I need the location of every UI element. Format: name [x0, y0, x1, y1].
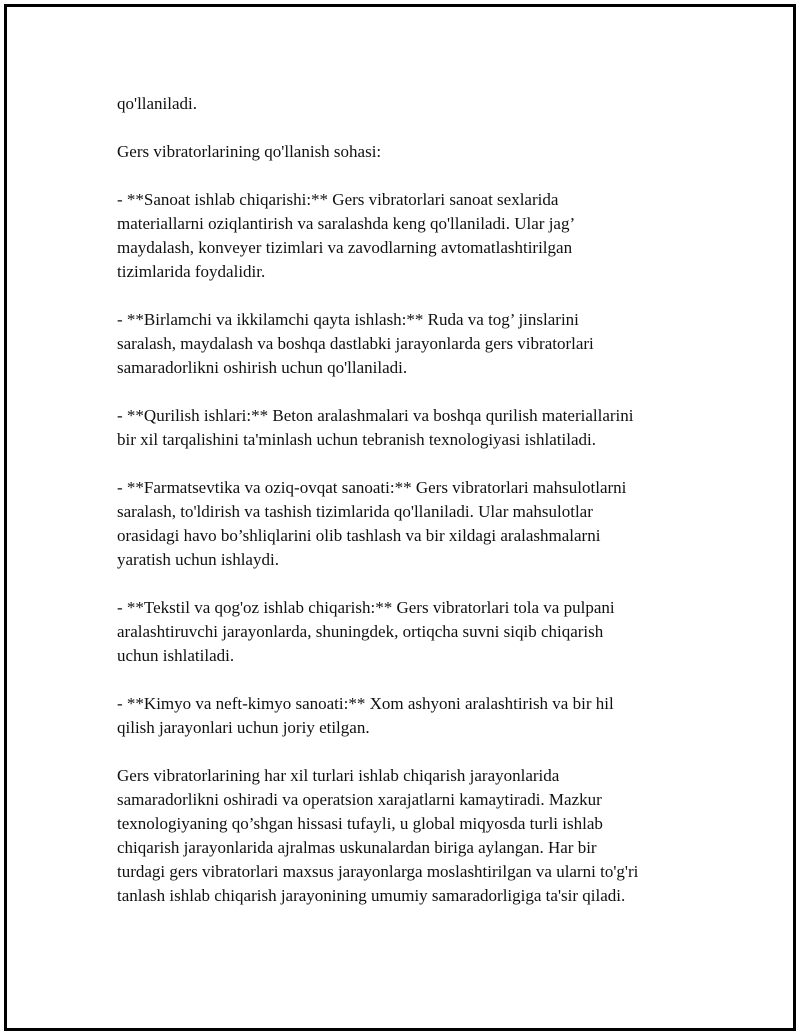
text-line: uchun ishlatiladi.	[117, 646, 235, 665]
list-item-textile-paper	[117, 596, 702, 668]
text-line: yaratish uchun ishlaydi.	[117, 550, 279, 569]
text-line: materiallarni oziqlantirish va saralashda keng qo'llaniladi. Ular jag’	[117, 214, 576, 233]
text-line: tizimlarida foydalidir.	[117, 262, 266, 281]
list-item-industrial	[117, 188, 702, 284]
text-line: - **Farmatsevtika va oziq-ovqat sanoati:** Gers vibratorlari mahsulotlarni	[117, 478, 627, 497]
text-line: bir xil tarqalishini ta'minlash uchun tebranish texnologiyasi ishlatiladi.	[117, 430, 596, 449]
paragraph-intro-tail	[117, 92, 702, 116]
paragraph-conclusion	[117, 764, 702, 908]
text-line: samaradorlikni oshirish uchun qo'llaniladi.	[117, 358, 408, 377]
text-line: - **Birlamchi va ikkilamchi qayta ishlash:** Ruda va tog’ jinslarini	[117, 310, 579, 329]
text-line: tanlash ishlab chiqarish jarayonining umumiy samaradorligiga ta'sir qiladi.	[117, 886, 626, 905]
document-body	[117, 92, 702, 932]
text-line: maydalash, konveyer tizimlari va zavodlarning avtomatlashtirilgan	[117, 238, 573, 257]
text-line: aralashtiruvchi jarayonlarda, shuningdek, ortiqcha suvni siqib chiqarish	[117, 622, 604, 641]
text-line: qilish jarayonlari uchun joriy etilgan.	[117, 718, 370, 737]
text-line: qo'llaniladi.	[117, 94, 198, 113]
text-line: orasidagi havo bo’shliqlarini olib tashlash va bir xildagi aralashmalarni	[117, 526, 601, 545]
list-item-chemical	[117, 692, 702, 740]
text-line: Gers vibratorlarining qo'llanish sohasi:	[117, 142, 382, 161]
list-item-construction	[117, 404, 702, 452]
text-line: samaradorlikni oshiradi va operatsion xarajatlarni kamaytiradi. Mazkur	[117, 790, 602, 809]
text-line: - **Kimyo va neft-kimyo sanoati:** Xom ashyoni aralashtirish va bir hil	[117, 694, 614, 713]
text-line: saralash, maydalash va boshqa dastlabki jarayonlarda gers vibratorlari	[117, 334, 594, 353]
section-heading	[117, 140, 702, 164]
text-line: chiqarish jarayonlarida ajralmas uskunalardan biriga aylangan. Har bir	[117, 838, 597, 857]
list-item-pharma-food	[117, 476, 702, 572]
list-item-processing	[117, 308, 702, 380]
text-line: saralash, to'ldirish va tashish tizimlarida qo'llaniladi. Ular mahsulotlar	[117, 502, 593, 521]
text-line: - **Qurilish ishlari:** Beton aralashmalari va boshqa qurilish materiallarini	[117, 406, 634, 425]
text-line: texnologiyaning qo’shgan hissasi tufayli, u global miqyosda turli ishlab	[117, 814, 603, 833]
text-line: - **Sanoat ishlab chiqarishi:** Gers vibratorlari sanoat sexlarida	[117, 190, 559, 209]
text-line: Gers vibratorlarining har xil turlari ishlab chiqarish jarayonlarida	[117, 766, 560, 785]
text-line: turdagi gers vibratorlari maxsus jarayonlarga moslashtirilgan va ularni to'g'ri	[117, 862, 639, 881]
text-line: - **Tekstil va qog'oz ishlab chiqarish:** Gers vibratorlari tola va pulpani	[117, 598, 615, 617]
